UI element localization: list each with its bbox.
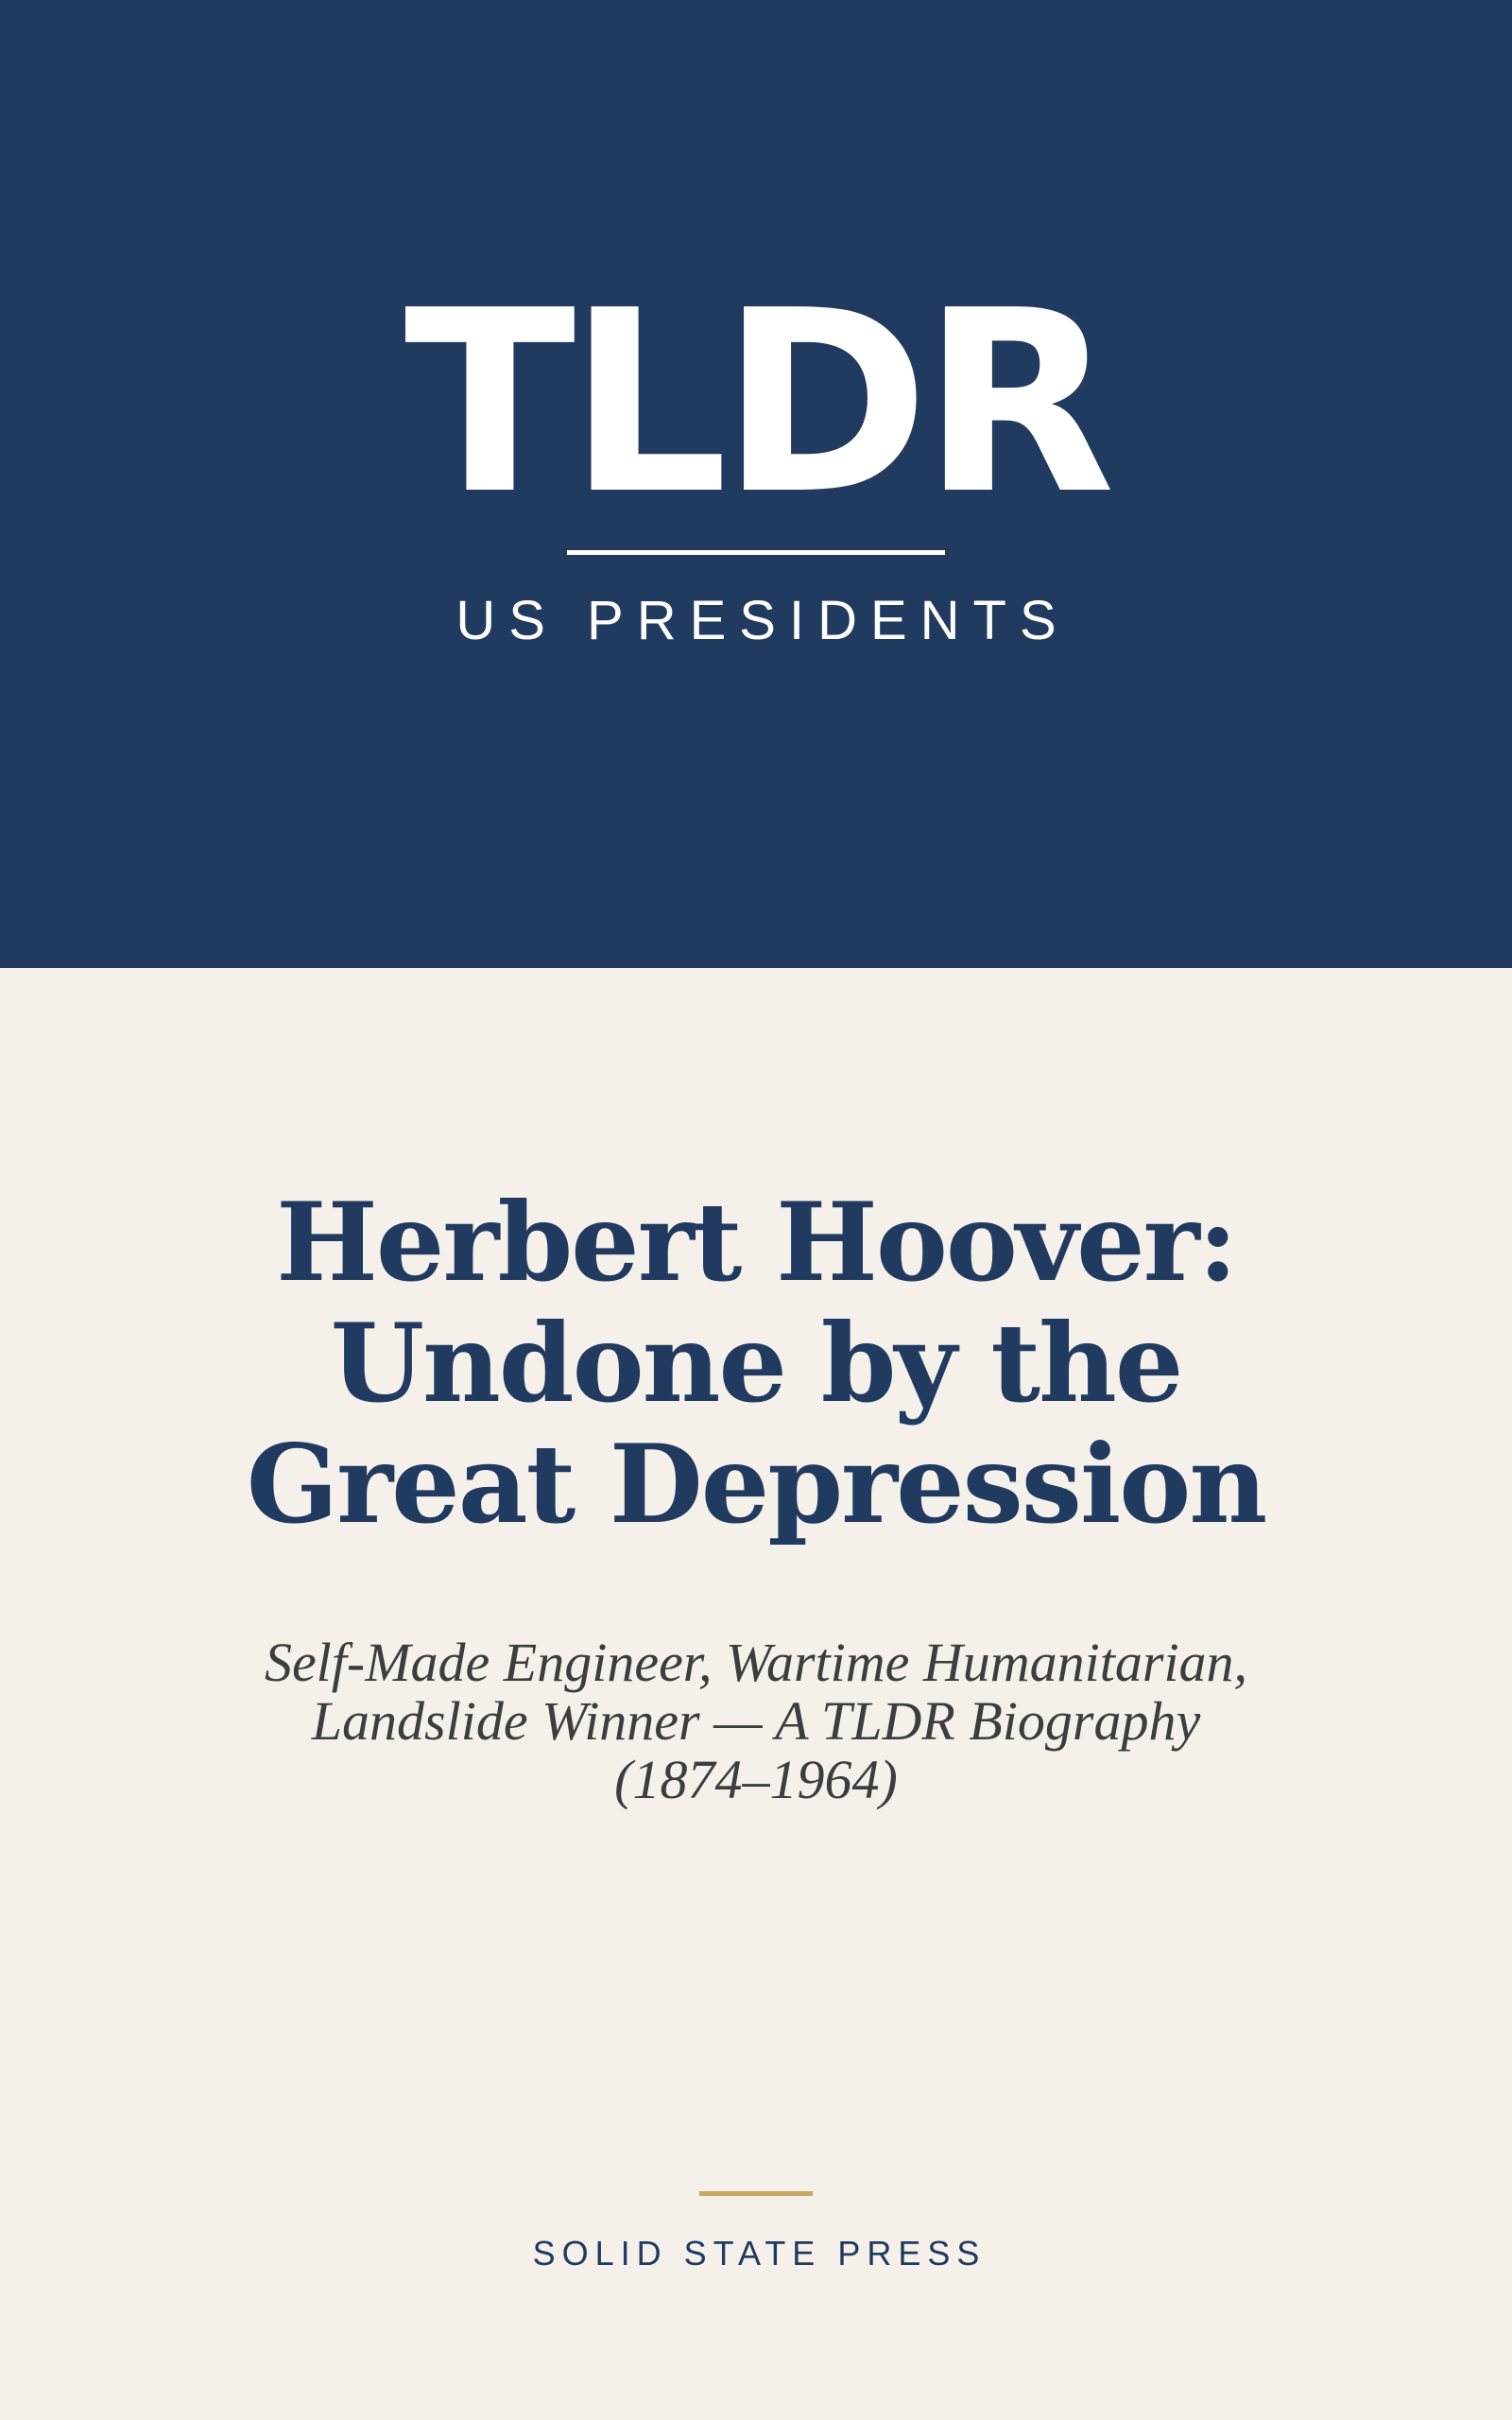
book-subtitle-line: Self-Made Engineer, Wartime Humanitarian, [264, 1632, 1248, 1693]
series-name: US PRESIDENTS [455, 590, 1070, 651]
book-subtitle [113, 1634, 1399, 1809]
book-title-line: Great Depression [246, 1421, 1266, 1547]
publisher-divider [699, 2191, 813, 2196]
book-title [94, 1179, 1418, 1547]
logo-divider [567, 550, 945, 555]
book-title-line: Herbert Hoover: [276, 1179, 1236, 1305]
series-logo: TLDR [404, 256, 1108, 549]
header-band [0, 0, 1512, 968]
book-subtitle-line: Landslide Winner — A TLDR Biography [311, 1690, 1201, 1752]
publisher-name: SOLID STATE PRESS [532, 2234, 987, 2273]
book-title-line: Undone by the [330, 1300, 1182, 1426]
book-subtitle-line: (1874–1964) [614, 1749, 898, 1810]
